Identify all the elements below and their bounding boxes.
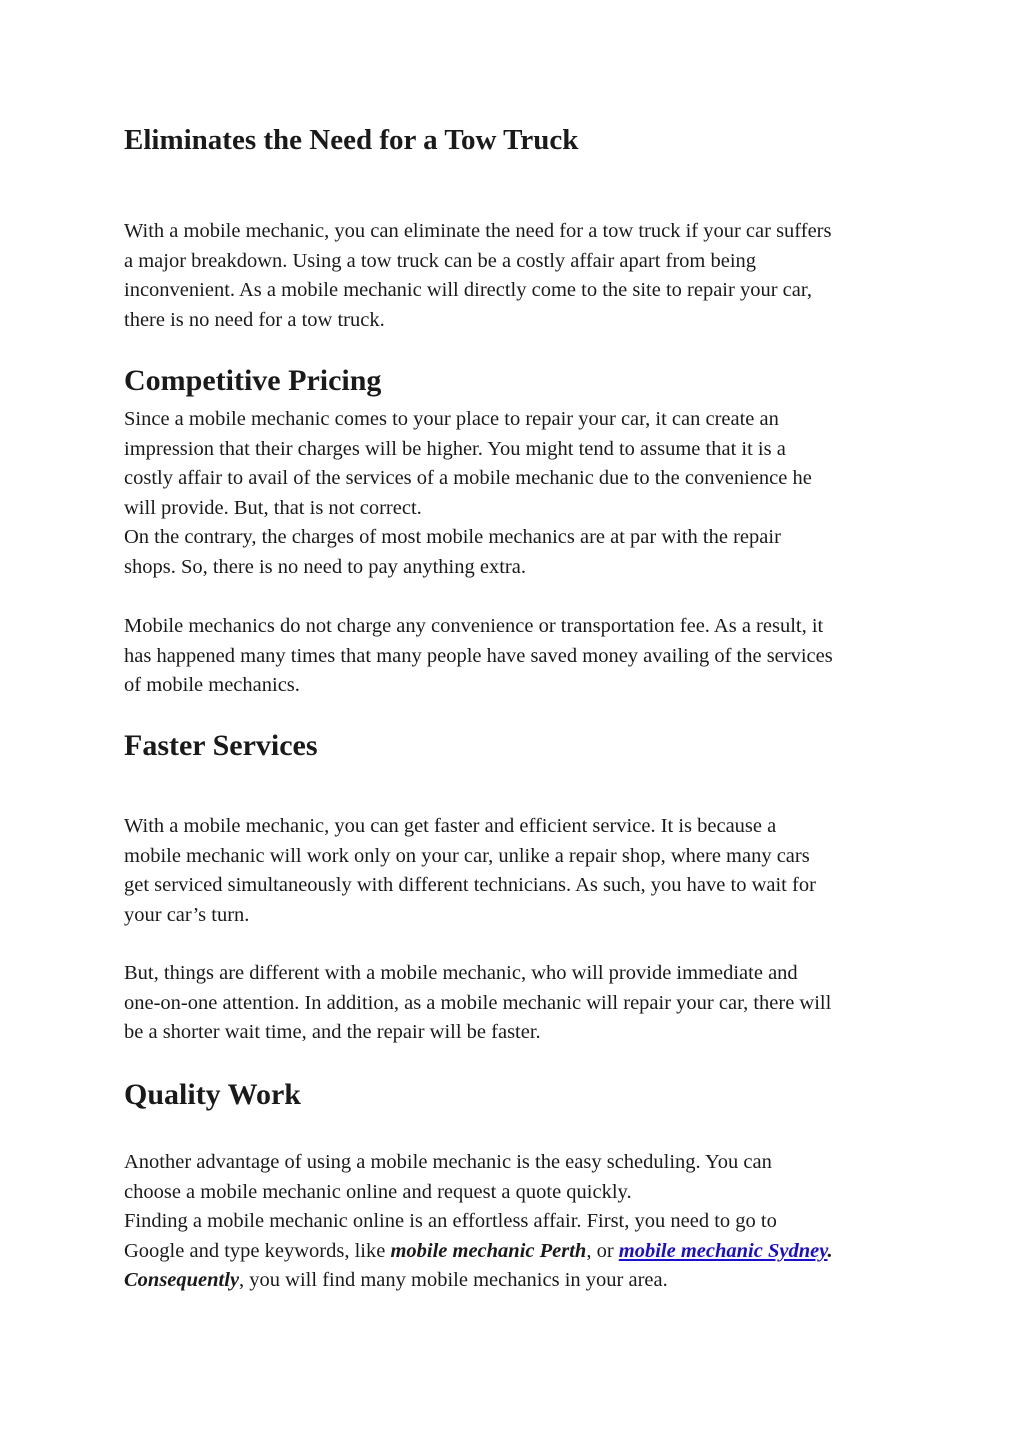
text-fragment: , you will find many mobile mechanics in your area. xyxy=(239,1269,668,1292)
text-line: On the contrary, the charges of most mobile mechanics are at par with the repair xyxy=(124,526,781,549)
text-line: With a mobile mechanic, you can eliminate the need for a tow truck if your car suffers xyxy=(124,220,832,242)
text-line: choose a mobile mechanic online and request a quote quickly. xyxy=(124,1180,632,1203)
text-line: one-on-one attention. In addition, as a mobile mechanic will repair your car, there will xyxy=(124,991,832,1014)
text-fragment: . xyxy=(827,1239,833,1262)
text-line: shops. So, there is no need to pay anything extra. xyxy=(124,555,526,578)
text-fragment: Google and type keywords, like xyxy=(124,1239,391,1262)
text-line: of mobile mechanics. xyxy=(124,674,300,697)
text-fragment: , or xyxy=(586,1239,619,1262)
text-line: Finding a mobile mechanic online is an effortless affair. First, you need to go to xyxy=(124,1210,777,1233)
text-line: your car’s turn. xyxy=(124,903,250,926)
heading-tow-truck: Eliminates the Need for a Tow Truck xyxy=(124,124,579,156)
text-line: will provide. But, that is not correct. xyxy=(124,496,422,519)
text-line: be a shorter wait time, and the repair will be faster. xyxy=(124,1021,541,1044)
text-line: costly affair to avail of the services of a mobile mechanic due to the convenience he xyxy=(124,467,812,490)
text-line xyxy=(124,1266,904,1296)
heading-faster-services: Faster Services xyxy=(124,729,318,762)
text-line: With a mobile mechanic, you can get faster and efficient service. It is because a xyxy=(124,815,777,837)
heading-quality-work: Quality Work xyxy=(124,1078,301,1111)
text-line: get serviced simultaneously with different technicians. As such, you have to wait for xyxy=(124,874,816,897)
heading-competitive-pricing: Competitive Pricing xyxy=(124,364,382,397)
paragraph-tow-truck xyxy=(124,217,904,335)
paragraph-faster-1 xyxy=(124,812,904,930)
text-line: has happened many times that many people have saved money availing of the services xyxy=(124,644,833,667)
text-line: a major breakdown. Using a tow truck can be a costly affair apart from being xyxy=(124,249,757,272)
paragraph-pricing-2 xyxy=(124,612,904,701)
text-line: mobile mechanic will work only on your car, unlike a repair shop, where many cars xyxy=(124,844,810,867)
paragraph-faster-2 xyxy=(124,959,904,1048)
text-line: Since a mobile mechanic comes to your place to repair your car, it can create an xyxy=(124,408,779,430)
keyword-consequently: Consequently xyxy=(124,1269,240,1292)
text-line: Another advantage of using a mobile mechanic is the easy scheduling. You can xyxy=(124,1151,772,1173)
text-line: there is no need for a tow truck. xyxy=(124,308,385,331)
link-mobile-mechanic-sydney[interactable]: mobile mechanic Sydney xyxy=(618,1239,828,1262)
text-line: But, things are different with a mobile mechanic, who will provide immediate and xyxy=(124,962,798,984)
keyword-mobile-mechanic-perth: mobile mechanic Perth xyxy=(390,1239,587,1262)
paragraph-quality xyxy=(124,1148,904,1296)
text-line: impression that their charges will be higher. You might tend to assume that it is a xyxy=(124,437,786,460)
text-line xyxy=(124,1237,904,1267)
text-line: inconvenient. As a mobile mechanic will directly come to the site to repair your car, xyxy=(124,279,812,302)
paragraph-pricing-1 xyxy=(124,405,904,583)
text-line: Mobile mechanics do not charge any convenience or transportation fee. As a result, it xyxy=(124,615,824,637)
